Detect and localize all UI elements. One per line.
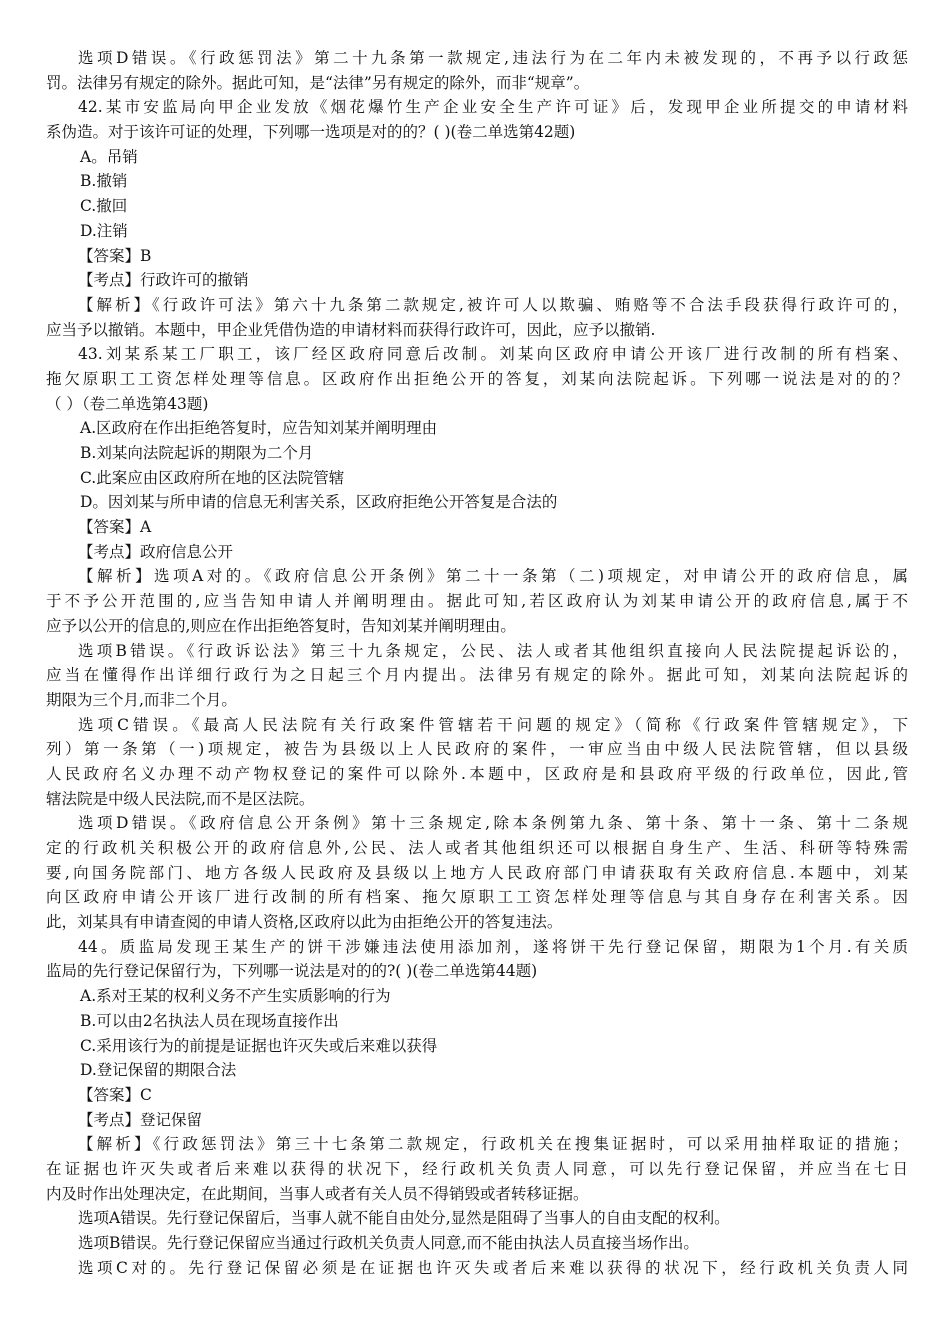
text-line: 选项B错误。先行登记保留应当通过行政机关负责人同意,而不能由执法人员直接当场作出。 [78,1234,699,1252]
text-line: 人民政府名义办理不动产物权登记的案件可以除外.本题中，区政府是和县政府平级的行政单位，因此,管 [46,764,908,783]
text-line: 于不予公开范围的,应当告知申请人并阐明理由。据此可知,若区政府认为刘某申请公开的政府信息,属于不 [46,592,908,611]
text-line: A。吊销 [80,147,138,166]
text-line: D.注销 [80,221,128,240]
text-line: 【解析】《行政许可法》第六十九条第二款规定,被许可人以欺骗、贿赂等不合法手段获得行政许可的， [78,295,908,314]
text-line: 期限为三个月,而非二个月。 [46,690,237,709]
text-line: 拖欠原职工工资怎样处理等信息。区政府作出拒绝公开的答复，刘某向法院起诉。下列哪一说法是对的的？ [46,369,908,388]
text-line: 内及时作出处理决定，在此期间，当事人或者有关人员不得销毁或者转移证据。 [46,1184,589,1203]
text-line: 【解析】《行政惩罚法》第三十七条第二款规定，行政机关在搜集证据时，可以采用抽样取证的措施； [78,1135,908,1154]
text-line: D.登记保留的期限合法 [80,1061,237,1080]
text-line: 【考点】登记保留 [78,1110,203,1129]
text-line: 【答案】B [78,246,152,265]
text-line: 【答案】C [78,1085,152,1104]
text-line: D。因刘某与所申请的信息无利害关系，区政府拒绝公开答复是合法的 [80,493,558,512]
text-line: B.刘某向法院起诉的期限为二个月 [80,444,314,462]
text-line: 43.刘某系某工厂职工，该厂经区政府同意后改制。刘某向区政府申请公开该厂进行改制的所有档案、 [78,345,908,364]
text-line: 系伪造。对于该许可证的处理，下列哪一选项是对的的？( )(卷二单选第42题) [46,123,576,142]
text-line: （ ）（卷二单选第43题) [46,394,209,413]
text-line: 要,向国务院部门、地方各级人民政府及县级以上地方人民政府部门申请获取有关政府信息.本题中，刘某 [46,863,908,882]
text-line: 在证据也许灭失或者后来难以获得的状况下，经行政机关负责人同意，可以先行登记保留，并应当在七日 [46,1159,908,1178]
text-line: 【考点】政府信息公开 [78,542,234,561]
text-line: C.撤回 [80,197,128,216]
text-line: 选项D错误。《行政惩罚法》第二十九条第一款规定,违法行为在二年内未被发现的，不再予以行政惩 [78,49,908,67]
text-line: C.采用该行为的前提是证据也许灭失或后来难以获得 [80,1036,438,1055]
text-line: 向区政府申请公开该厂进行改制的所有档案、拖欠原职工工资怎样处理等信息与其自身存在利害关系。因 [46,888,908,907]
text-line: 【解析】选项A对的。《政府信息公开条例》第二十一条第（二)项规定，对申请公开的政府信息，属 [78,567,908,586]
text-line: 选项C对的。先行登记保留必须是在证据也许灭失或者后来难以获得的状况下，经行政机关负责人同 [78,1258,908,1277]
text-line: 44。质监局发现王某生产的饼干涉嫌违法使用添加剂，遂将饼干先行登记保留，期限为1个月.有关质 [78,937,908,956]
text-line: 应予以公开的信息的,则应在作出拒绝答复时，告知刘某并阐明理由。 [46,616,516,635]
text-line: 应当予以撤销。本题中，甲企业凭借伪造的申请材料而获得行政许可，因此，应予以撤销. [46,320,656,339]
text-line: 列）第一条第（一)项规定，被告为县级以上人民政府的案件，一审应当由中级人民法院管辖，但以县级 [46,740,908,759]
text-line: A.系对王某的权利义务不产生实质影响的行为 [80,987,391,1006]
text-line: 定的行政机关积极公开的政府信息外,公民、法人或者其他组织还可以根据自身生产、生活、科研等特殊需 [46,839,908,857]
text-line: B.可以由2名执法人员在现场直接作出 [80,1011,339,1030]
text-line: 【答案】A [78,518,152,537]
text-line: B.撤销 [80,172,128,191]
text-line: 应当在懂得作出详细行政行为之日起三个月内提出。法律另有规定的除外。据此可知，刘某向法院起诉的 [46,666,908,685]
text-line: 选项A错误。先行登记保留后，当事人就不能自由处分,显然是阻碍了当事人的自由支配的权利。 [78,1209,730,1228]
text-line: 选项B错误。《行政诉讼法》第三十九条规定，公民、法人或者其他组织直接向人民法院提起诉讼的， [78,641,908,660]
text-line: 罚。法律另有规定的除外。据此可知，是“法律”另有规定的除外，而非“规章”。 [46,73,590,92]
text-line: 选项C错误。《最高人民法院有关行政案件管辖若干问题的规定》（简称《行政案件管辖规定》，下 [78,715,908,734]
text-line: 42.某市安监局向甲企业发放《烟花爆竹生产企业安全生产许可证》后，发现甲企业所提交的申请材料 [78,98,908,117]
text-line: 选项D错误。《政府信息公开条例》第十三条规定,除本条例第九条、第十条、第十一条、第十二条规 [78,814,908,833]
text-line: 监局的先行登记保留行为，下列哪一说法是对的的?( )(卷二单选第44题) [46,962,538,981]
text-line: 此，刘某具有申请查阅的申请人资格,区政府以此为由拒绝公开的答复违法。 [46,913,563,932]
text-line: C.此案应由区政府所在地的区法院管辖 [80,468,345,487]
text-line: 【考点】行政许可的撤销 [78,271,249,290]
text-line: A.区政府在作出拒绝答复时，应告知刘某并阐明理由 [80,419,438,438]
text-line: 辖法院是中级人民法院,而不是区法院。 [46,789,315,808]
